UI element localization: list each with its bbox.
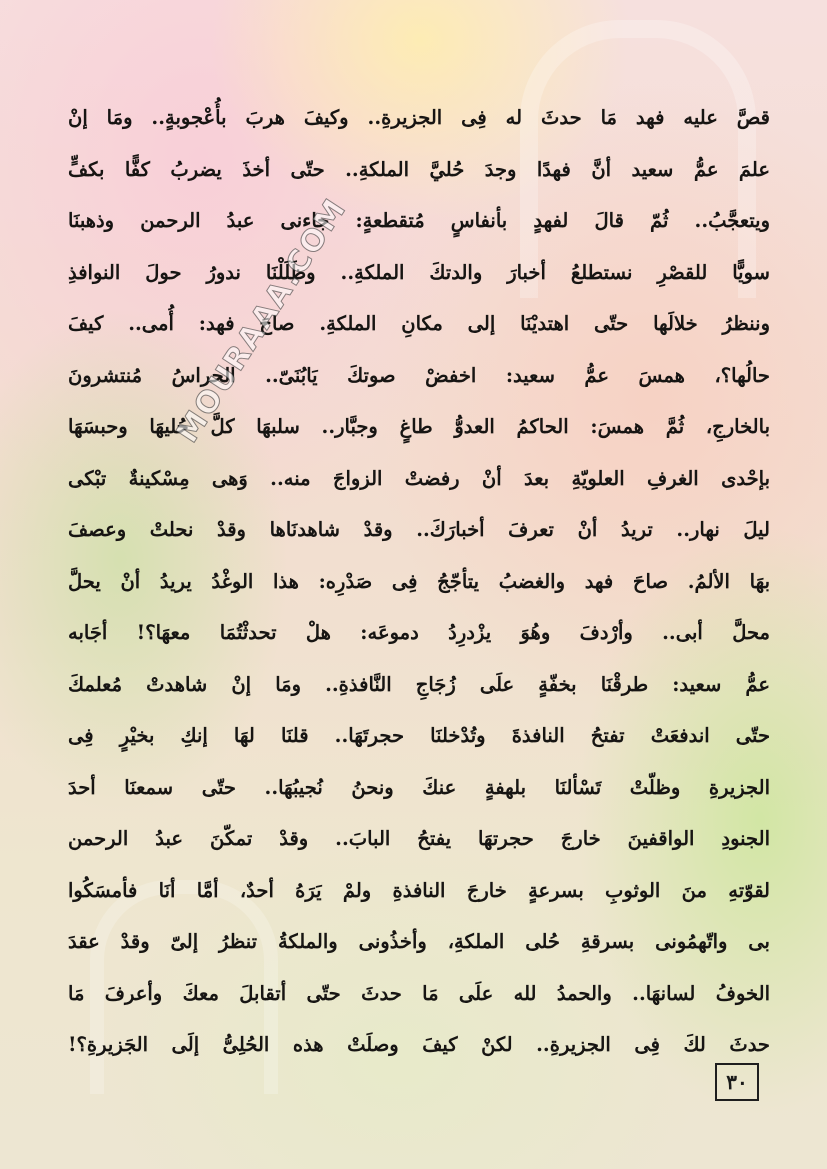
text-line: قصَّ عليه فهد مَا حدثَ له فِى الجزيرةِ.. وكيفَ هربَ بأُعْجوبةٍ.. ومَا إنْ — [68, 106, 770, 129]
watermark: MOURAAA.COM — [170, 191, 354, 450]
text-line: ليلَ نهار.. تريدُ أنْ تعرفَ أخبارَكَ.. وقدْ شاهدنَاها وقدْ نحلتْ وعصفَ — [68, 518, 770, 541]
text-line: حالُها؟، همسَ عمُّ سعيد: اخفضْ صوتكَ يَابُنَىّ.. الحراسُ مُنتشرونَ — [68, 363, 770, 387]
text-line: عمُّ سعيد: طرقْنَا بخفّةٍ علَى زُجَاجِ النَّافذةِ.. ومَا إنْ شاهدتْ مُعلمكَ — [68, 672, 770, 696]
page-number: ٣٠ — [715, 1063, 759, 1101]
text-line: سويًّا للقصْرِ نستطلعُ أخبارَ والدتكَ الملكةِ.. وظَلَلْنَا ندورُ حولَ النوافذِ — [68, 260, 770, 284]
text-line: حدثَ لكَ فِى الجزيرةِ.. لكنْ كيفَ وصلَتْ هذه الحُلِىُّ إلَى الجَزيرةِ؟! — [68, 1033, 770, 1056]
story-text-block — [68, 92, 770, 1071]
text-line: لقوّتهِ منَ الوثوبِ بسرعةٍ خارجَ النافذةِ ولمْ يَرَهُ أحدٌ، أمَّا أنَا فأمسَكُوا — [68, 878, 770, 902]
text-line: حتّى اندفعَتْ تفتحُ النافذةَ وتُدْخلنَا حجرتَهَا.. قلنَا لهَا إنكِ بخيْرٍ فِى — [68, 724, 770, 747]
text-line: بالخارجِ، ثُمَّ همسَ: الحاكمُ العدوُّ طاغٍ وجبَّار.. سلبهَا كلَّ حُليهَا وحبسَهَا — [68, 415, 770, 438]
text-line: بإحْدى الغرفِ العلويّةِ بعدَ أنْ رفضتْ الزواجَ منه.. وَهى مِسْكينةٌ تبْكى — [68, 466, 770, 490]
text-line: الجنودِ الواقفينَ خارجَ حجرتهَا يفتحُ البابَ.. وقدْ تمكّنَ عبدُ الرحمن — [68, 827, 770, 850]
text-line: بى واتّهمُونى بسرقةِ حُلى الملكةِ، وأخذُونى والملكةُ تنظرُ إلىّ وقدْ عقدَ — [68, 930, 770, 953]
text-line: الخوفُ لسانهَا.. والحمدُ لله علَى مَا حدثَ حتّى أتقابلَ معكَ وأعرفَ مَا — [68, 981, 770, 1005]
text-line: بهَا الألمُ. صاحَ فهد والغضبُ يتأجّجُ فِى صَدْرِه: هذا الوغْدُ يريدُ أنْ يحلَّ — [68, 569, 770, 593]
text-line: وننظرُ خلالَها حتّى اهتديْنَا إلى مكانِ الملكةِ. صاحَ فهد: أُمى.. كيفَ — [68, 312, 770, 335]
text-line: الجزيرةِ وظلّتْ تَسْألنَا بلهفةٍ عنكَ ونحنُ نُجيبُهَا.. حتّى سمعنَا أحدَ — [68, 775, 770, 799]
text-line: ويتعجَّبُ.. ثُمّ قالَ لفهدٍ بأنفاسٍ مُتقطعةٍ: جاءنى عبدُ الرحمن وذهبنَا — [68, 209, 770, 232]
text-line: علمَ عمُّ سعيد أنَّ فهدًا وجدَ حُليَّ الملكةِ.. حتّى أخذَ يضربُ كفًّا بكفٍّ — [68, 157, 770, 181]
text-line: محلَّ أبى.. وأرْدفَ وهُوَ يزْدرِدُ دموعَه: هلْ تحدثْتُمَا معهَا؟! أجَابه — [68, 621, 770, 644]
